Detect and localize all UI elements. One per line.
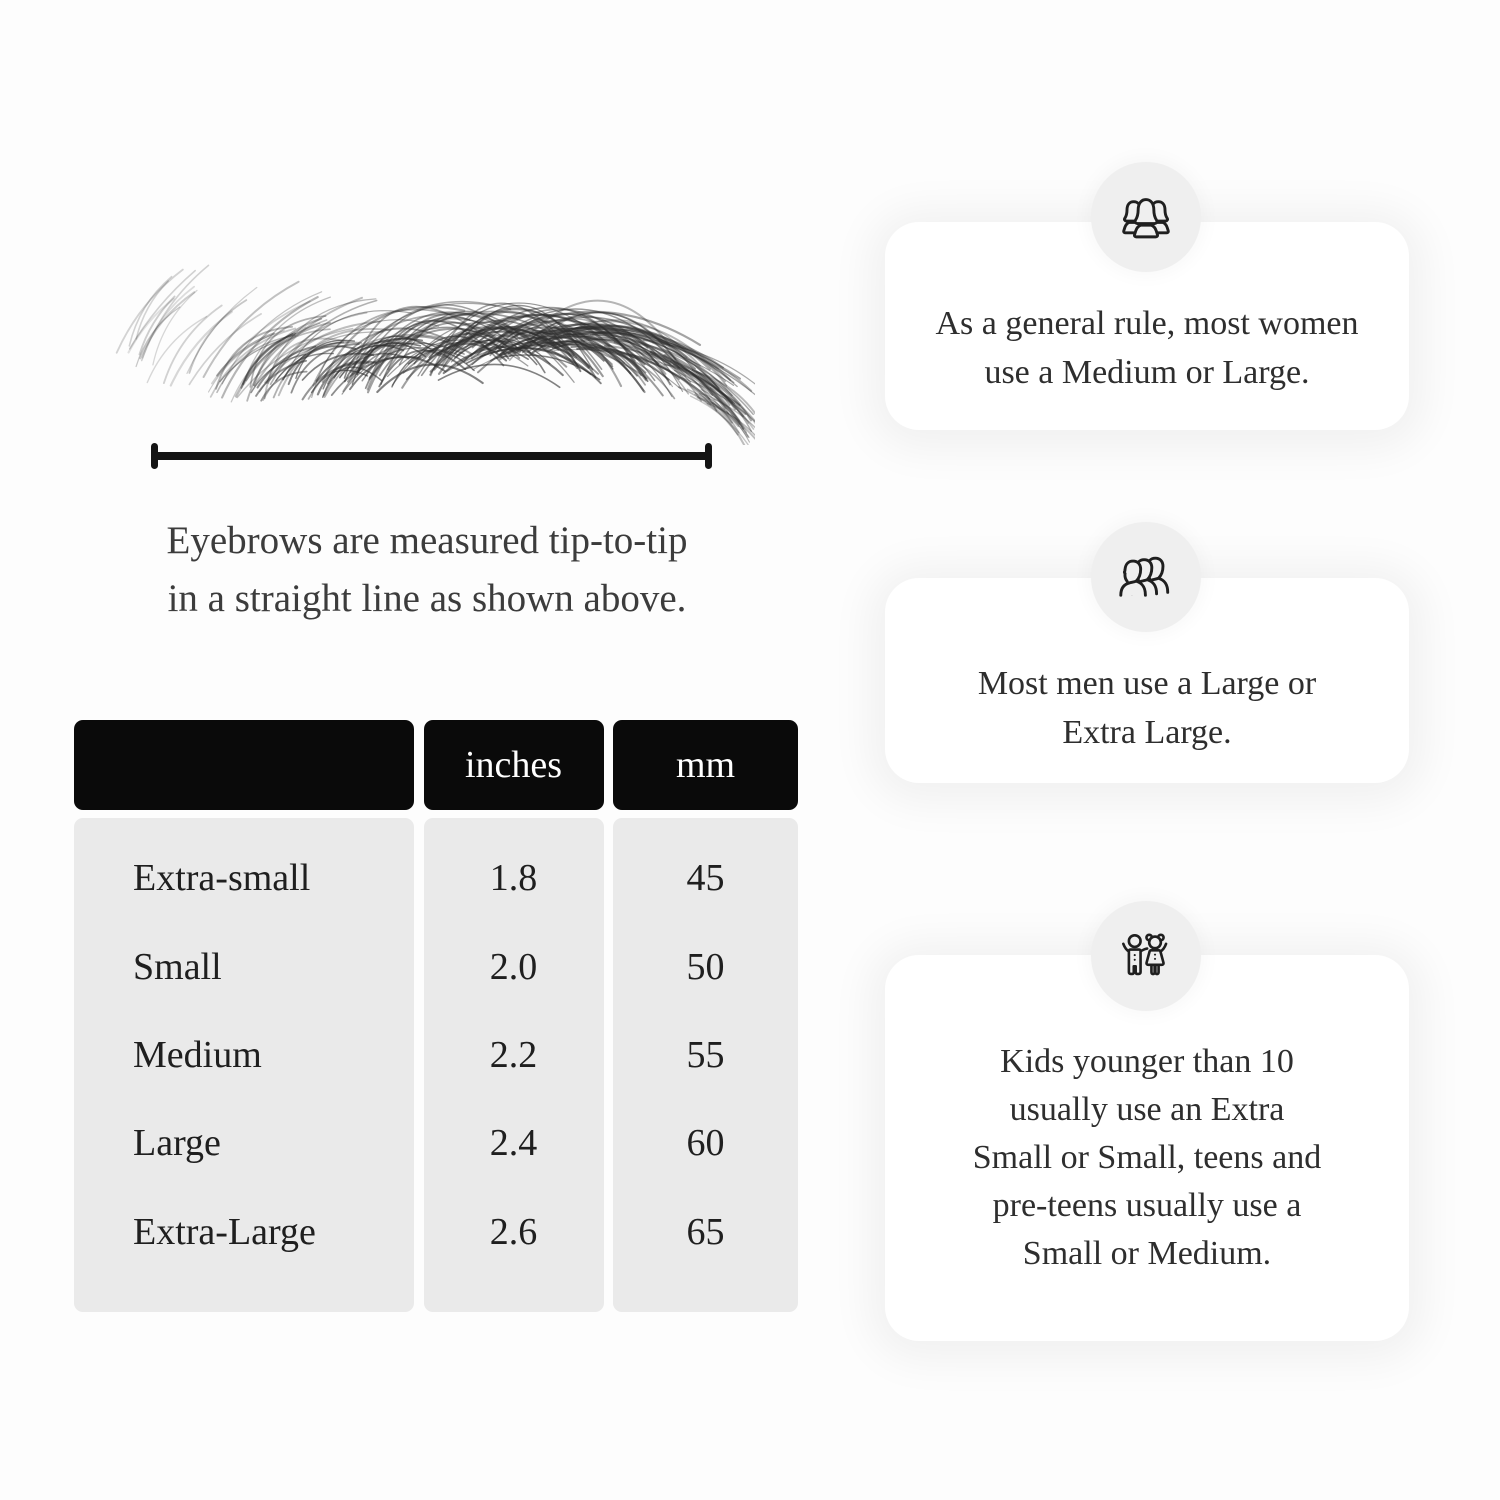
mm-value: 60 [686, 1122, 725, 1165]
women-group-icon [1114, 194, 1178, 240]
kids-card-line-3: Small or Small, teens and [972, 1139, 1322, 1176]
measurement-caption-line-2: in a straight line as shown above. [167, 577, 687, 620]
size-column-header [74, 720, 414, 810]
inches-value: 2.4 [489, 1122, 538, 1165]
size-label: Extra-small [133, 857, 311, 900]
size-label: Small [133, 945, 222, 988]
women-card-line-2: use a Medium or Large. [984, 354, 1310, 391]
mm-value: 55 [686, 1034, 725, 1077]
measurement-line-bar [156, 452, 707, 460]
measurement-line-right-cap [705, 443, 712, 469]
mm-column-header: mm [613, 720, 798, 810]
size-name-column [74, 818, 414, 1312]
eyebrow-hairs-drawing [110, 230, 755, 445]
inches-value: 1.8 [489, 857, 538, 900]
measurement-caption [77, 512, 777, 628]
size-table-body [74, 818, 798, 1312]
women-icon-circle [1091, 162, 1201, 272]
size-label: Medium [133, 1034, 262, 1077]
men-card-line-2: Extra Large. [1062, 713, 1232, 751]
inches-column-header: inches [424, 720, 604, 810]
kids-card-line-1: Kids younger than 10 [1000, 1043, 1294, 1080]
kids-card-line-2: usually use an Extra [1009, 1091, 1285, 1128]
eyebrow-illustration [110, 230, 755, 445]
men-icon-circle [1091, 522, 1201, 632]
men-card-line-1: Most men use a Large or [977, 664, 1317, 702]
kids-icon-circle [1091, 901, 1201, 1011]
kids-recommendation-card [885, 955, 1409, 1341]
mm-value: 45 [686, 857, 725, 900]
size-table-header-row [74, 720, 798, 810]
inches-value: 2.0 [489, 945, 538, 988]
size-table [74, 720, 798, 1312]
inches-value: 2.2 [489, 1034, 538, 1077]
size-label: Extra-Large [133, 1210, 316, 1253]
kids-card-line-4: pre-teens usually use a [992, 1187, 1302, 1224]
mm-value: 50 [686, 945, 725, 988]
men-group-icon [1114, 554, 1178, 600]
kids-card-line-5: Small or Medium. [1022, 1235, 1272, 1272]
inches-value: 2.6 [489, 1210, 538, 1253]
size-label: Large [133, 1122, 221, 1165]
women-card-line-1: As a general rule, most women [935, 305, 1359, 342]
inches-column [424, 818, 604, 1312]
mm-column [613, 818, 798, 1312]
measurement-line [151, 443, 712, 469]
kids-icon [1115, 932, 1177, 981]
mm-value: 65 [686, 1210, 725, 1253]
measurement-caption-line-1: Eyebrows are measured tip-to-tip [166, 519, 688, 562]
